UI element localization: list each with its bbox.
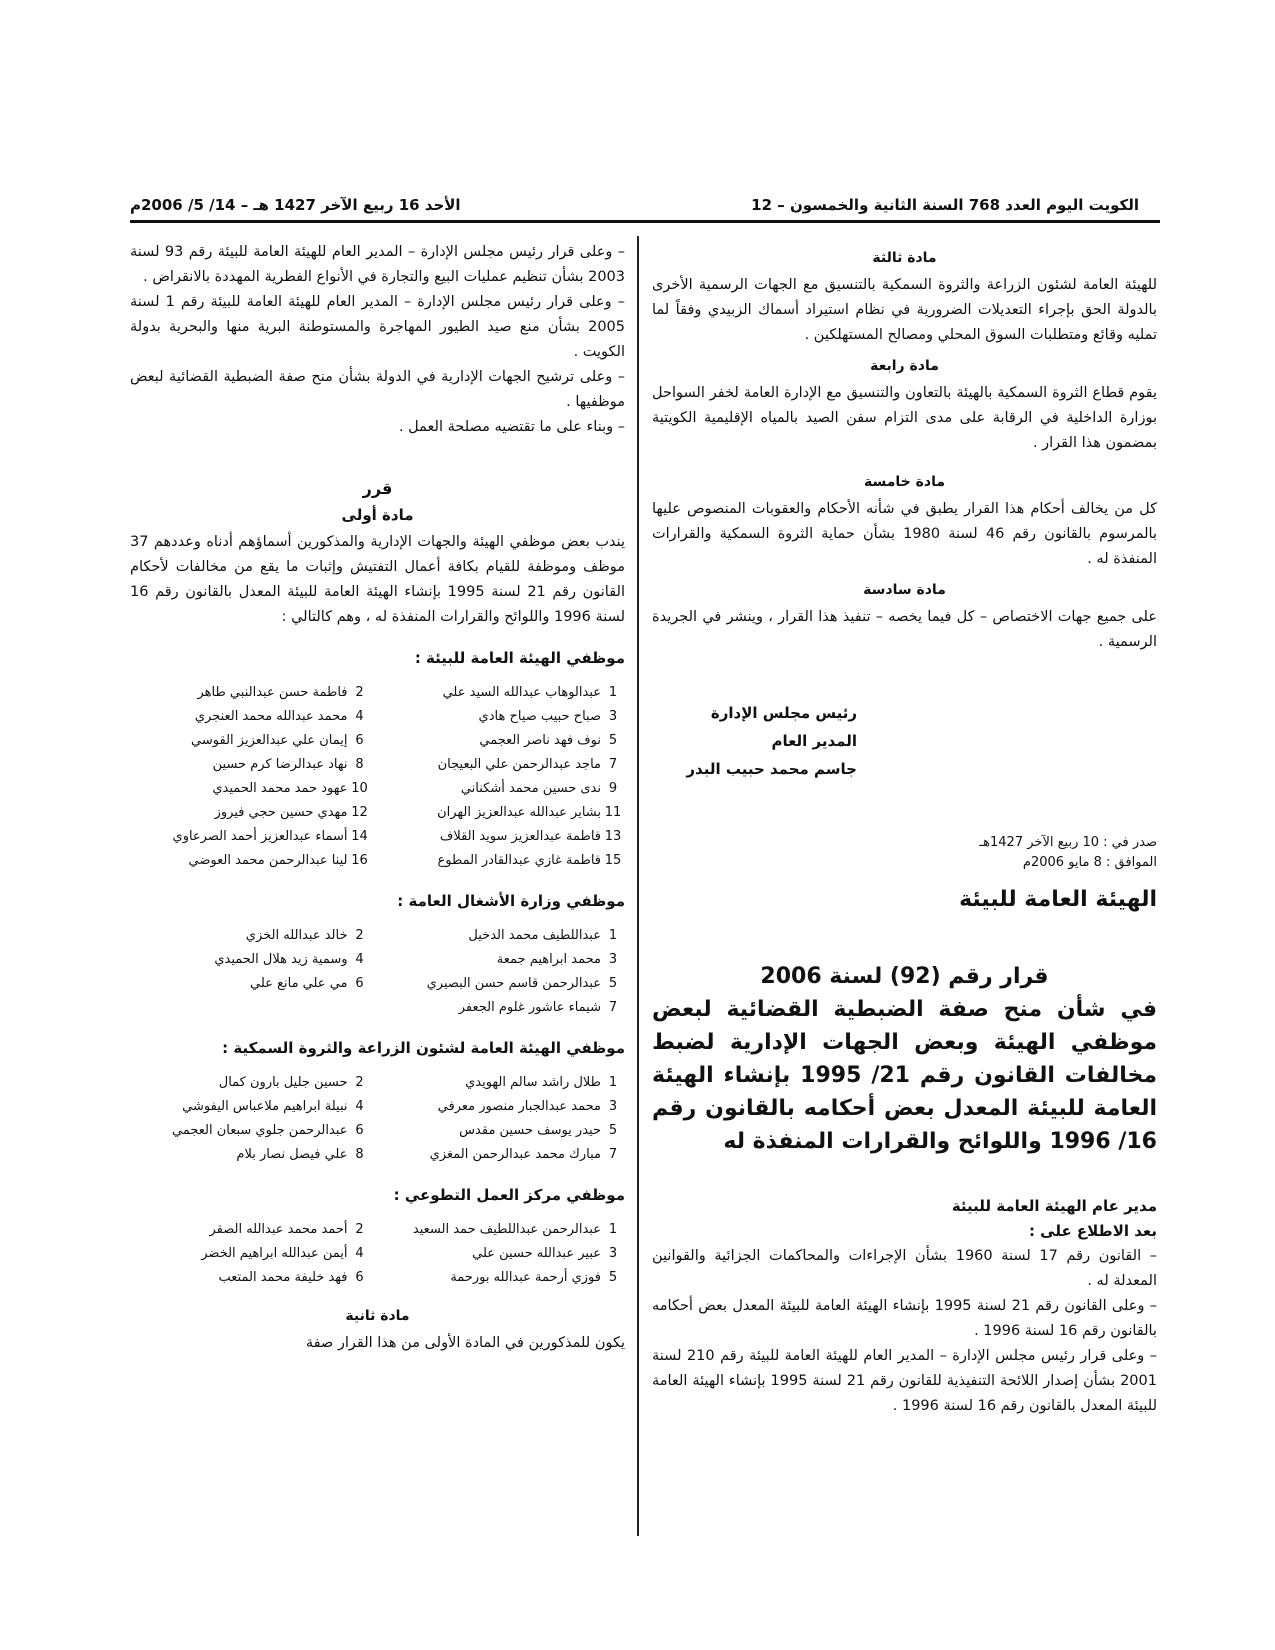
name-text: وسمية زيد هلال الحميدي [214,952,348,967]
reference-7: – وبناء على ما تقتضيه مصلحة العمل . [398,419,625,435]
name-entry [130,825,372,849]
name-entry [384,777,626,801]
name-text: عبدالرحمن جلوي سبعان العجمي [171,1123,348,1138]
name-number: 2 [355,685,364,700]
name-text: فهد خليفة محمد المتعب [218,1270,348,1285]
name-entry [130,1266,372,1290]
name-entry [384,825,626,849]
article-5-title: مادة خامسة [864,474,945,490]
reference-4: – وعلى قرار رئيس مجلس الإدارة – المدير العام للهيئة العامة للبيئة رقم 93 لسنة 2003 بشأن تنظيم عمليات البيع والتجارة في الأنواع الفطرية المهددة بالانقراض . [130,244,625,285]
name-text: فاطمة عبدالعزيز سويد القلاف [439,829,601,844]
name-text: محمد ابراهيم جمعة [496,952,601,967]
name-entry [384,729,626,753]
signature-title: رئيس مجلس الإدارة [710,704,857,722]
name-number: 7 [608,757,618,772]
name-number: 4 [355,1099,364,1114]
director-heading: مدير عام الهيئة العامة للبيئة [951,1197,1157,1215]
name-number: 7 [608,1000,618,1015]
name-entry [384,681,626,705]
name-number: 3 [608,1246,618,1261]
issue-date-block [652,833,1157,873]
name-number: 2 [355,1222,364,1237]
article-3-text: للهيئة العامة لشئون الزراعة والثروة السمكية بالتنسيق مع الجهات الرسمية الأخرى بالدولة الحق بإجراء التعديلات الضرورية في نظام استيراد أسماك الزبيدي وفقاً لما تمليه وقائع ومتطلبات السوق المحلي ومصالح المستهلكين . [652,277,1157,343]
name-text: خالد عبدالله الخزي [245,928,348,943]
name-entry [384,948,626,972]
name-entry [384,753,626,777]
reference-1: – القانون رقم 17 لسنة 1960 بشأن الإجراءات والمحاكمات الجزائية والقوانين المعدلة له . [652,1248,1157,1289]
name-text: عبداللطيف محمد الدخيل [468,928,601,943]
name-entry [384,705,626,729]
article-6-title: مادة سادسة [863,582,946,598]
name-number: 3 [608,952,618,967]
name-number: 8 [355,757,364,772]
article-1-title: مادة أولى [341,506,414,524]
name-number: 5 [608,976,618,991]
name-number: 12 [351,805,368,820]
name-entry [130,972,372,996]
name-number: 1 [608,928,618,943]
issued-hijri: صدر في : 10 ربيع الآخر 1427هـ [979,835,1157,850]
names-list-public-works [130,924,625,1020]
name-number: 14 [351,829,368,844]
article-1-text: يندب بعض موظفي الهيئة والجهات الإدارية والمذكورين أسماؤهم أدناه وعددهم 37 موظف وموظفة للقيام بكافة أعمال التفتيش وإثبات ما يقع من مخالفات لأحكام القانون رقم 21 لسنة 1995 بإنشاء الهيئة العامة للبيئة المعدل بالقانون رقم 16 لسنة 1996 واللوائح والقرارات المنفذة له ، وهم كالتالي : [130,534,625,625]
name-text: مبارك محمد عبدالرحمن المغزي [429,1147,601,1162]
name-text: أيمن عبدالله ابراهيم الخضر [201,1246,348,1261]
name-entry [130,1095,372,1119]
reference-2: – وعلى القانون رقم 21 لسنة 1995 بإنشاء الهيئة العامة للبيئة المعدل بعض أحكامه بالقانون رقم 16 لسنة 1996 . [652,1298,1157,1339]
article-4-text: يقوم قطاع الثروة السمكية بالهيئة بالتعاون والتنسيق مع الإدارة العامة لخفر السواحل بوزارة الداخلية في الرقابة على مدى التزام سفن الصيد بالمياه الإقليمية الكويتية بمضمون هذا القرار . [652,385,1157,451]
signature-name: جاسم محمد حبيب البدر [686,760,857,778]
name-text: مي علي مانع علي [250,976,348,991]
name-entry [384,801,626,825]
name-number: 8 [355,1147,364,1162]
name-number: 7 [608,1147,618,1162]
name-number: 5 [608,1270,618,1285]
name-text: عبدالرحمن قاسم حسن البصيري [426,976,601,991]
names-list-environment [130,681,625,873]
name-text: حسين جليل بارون كمال [218,1075,348,1090]
name-text: بشاير عبدالله عبدالعزيز الهران [437,805,601,820]
group-title-public-works: موظفي وزارة الأشغال العامة : [397,892,625,910]
name-number: 16 [351,853,368,868]
name-entry [384,996,626,1020]
name-text: نهاد عبدالرضا كرم حسين [212,757,348,772]
header-divider [130,220,1160,223]
name-text: عبدالوهاب عبدالله السيد علي [442,685,601,700]
name-text: صباح حبيب صياح هادي [478,709,601,724]
article-5-text: كل من يخالف أحكام هذا القرار يطبق في شأنه الأحكام والعقوبات المنصوص عليها بالمرسوم بالقانون رقم 46 لسنة 1980 بشأن حماية الثروة السمكية والقرارات المنفذة له . [652,501,1157,567]
name-text: فاطمة حسن عبدالنبي طاهر [197,685,348,700]
after-review-heading: بعد الاطلاع على : [1028,1222,1157,1240]
name-entry [384,1266,626,1290]
reference-6: – وعلى ترشيح الجهات الإدارية في الدولة بشأن منح صفة الضبطية القضائية لبعض موظفيها . [130,369,625,410]
page-header-issue: الكويت اليوم العدد 768 السنة الثانية والخمسون – 12 [751,196,1139,214]
name-text: فاطمة غازي عبدالقادر المطوع [437,853,601,868]
name-number: 4 [355,952,364,967]
name-text: علي فيصل نصار بلام [236,1147,348,1162]
name-entry [384,1218,626,1242]
name-entry [384,1071,626,1095]
name-number: 5 [608,1123,618,1138]
name-number: 13 [604,829,622,844]
article-4-title: مادة رابعة [870,358,939,374]
name-number: 6 [355,733,364,748]
name-entry [130,801,372,825]
names-list-agriculture [130,1071,625,1167]
reference-3: – وعلى قرار رئيس مجلس الإدارة – المدير العام للهيئة العامة للبيئة رقم 210 لسنة 2001 بشأن إصدار اللائحة التنفيذية للقانون رقم 21 لسنة 1995 بإنشاء الهيئة العامة للبيئة المعدل بالقانون رقم 16 لسنة 1996 . [652,1348,1157,1414]
name-text: حيدر يوسف حسين مقدس [459,1123,601,1138]
name-number: 3 [608,709,618,724]
name-number: 1 [608,1222,618,1237]
name-entry [130,777,372,801]
name-number: 4 [355,709,364,724]
name-text: شيماء عاشور غلوم الجعفر [458,1000,601,1015]
reference-5: – وعلى قرار رئيس مجلس الإدارة – المدير العام للهيئة العامة للبيئة رقم 1 لسنة 2005 بشأن منع صيد الطيور المهاجرة والمستوطنة البرية منها والبحرية بدولة الكويت . [130,294,625,360]
name-entry [130,1218,372,1242]
left-column [130,240,625,1356]
group-title-volunteer: موظفي مركز العمل التطوعي : [393,1186,625,1204]
name-text: نوف فهد ناصر العجمي [479,733,601,748]
name-text: عبدالرحمن عبداللطيف حمد السعيد [412,1222,601,1237]
name-entry [384,849,626,873]
name-number: 1 [608,1075,618,1090]
name-number: 11 [604,805,622,820]
name-text: ندى حسين محمد أشكناني [460,781,601,796]
name-number: 2 [355,1075,364,1090]
name-text: مهدي حسين حجي فيروز [214,805,348,820]
name-text: محمد عبدالله محمد العنجري [194,709,348,724]
name-text: أحمد محمد عبدالله الصقر [209,1222,348,1237]
name-text: إيمان علي عبدالعزيز القوسي [191,733,348,748]
name-entry [130,948,372,972]
name-text: نبيلة ابراهيم ملاعباس اليفوشي [182,1099,348,1114]
name-number: 6 [355,976,364,991]
group-title-environment: موظفي الهيئة العامة للبيئة : [414,649,625,667]
name-number: 1 [608,685,618,700]
name-text: محمد عبدالجبار منصور معرفي [437,1099,601,1114]
issued-gregorian: الموافق : 8 مايو 2006م [1022,855,1157,870]
column-divider [637,236,639,1536]
name-text: عبير عبدالله حسين علي [472,1246,601,1261]
name-entry [384,924,626,948]
name-entry [130,1143,372,1167]
article-2-title: مادة ثانية [345,1308,410,1324]
name-entry [130,849,372,873]
name-text: أسماء عبدالعزيز أحمد الصرعاوي [172,829,348,844]
name-number: 4 [355,1246,364,1261]
article-3-title: مادة ثالثة [872,250,937,266]
decision-subject: في شأن منح صفة الضبطية القضائية لبعض موظفي الهيئة وبعض الجهات الإدارية لضبط مخالفات القانون رقم 21/ 1995 بإنشاء الهيئة العامة للبيئة المعدل بعض أحكامه بالقانون رقم 16/ 1996 واللوائح والقرارات المنفذة له [652,997,1158,1154]
name-text: ماجد عبدالرحمن علي البعيجان [437,757,601,772]
name-entry [384,1119,626,1143]
name-entry [130,1119,372,1143]
authority-heading: الهيئة العامة للبيئة [959,887,1157,912]
name-entry [130,1242,372,1266]
name-entry [130,924,372,948]
name-number: 15 [604,853,622,868]
name-entry [384,1242,626,1266]
article-6-text: على جميع جهات الاختصاص – كل فيما يخصه – تنفيذ هذا القرار ، وينشر في الجريدة الرسمية . [652,609,1157,650]
name-text: طلال راشد سالم الهويدي [465,1075,601,1090]
name-entry [130,1071,372,1095]
name-text: عهود حمد محمد الحميدي [212,781,348,796]
names-list-volunteer [130,1218,625,1290]
name-text: لينا عبدالرحمن محمد العوضي [188,853,348,868]
group-title-agriculture: موظفي الهيئة العامة لشئون الزراعة والثروة السمكية : [222,1039,625,1057]
name-entry [384,972,626,996]
signature-block [652,699,1157,783]
name-text: فوزي أرحمة عبدالله بورحمة [450,1270,601,1285]
name-number: 6 [355,1270,364,1285]
name-number: 6 [355,1123,364,1138]
signature-role: المدير العام [771,732,857,750]
name-entry [130,705,372,729]
name-entry [130,681,372,705]
name-entry [130,753,372,777]
right-column [652,240,1157,1419]
article-2-text: يكون للمذكورين في المادة الأولى من هذا القرار صفة [305,1335,625,1351]
page-header-date: الأحد 16 ربيع الآخر 1427 هـ – 14/ 5/ 2006م [130,196,461,214]
name-entry [384,1095,626,1119]
name-entry [130,729,372,753]
name-number: 5 [608,733,618,748]
name-number: 3 [608,1099,618,1114]
name-number: 10 [351,781,368,796]
decides-heading: قرر [362,479,393,498]
name-number: 2 [355,928,364,943]
name-entry [384,1143,626,1167]
decision-title: قرار رقم (92) لسنة 2006 [760,964,1049,989]
name-number: 9 [608,781,618,796]
